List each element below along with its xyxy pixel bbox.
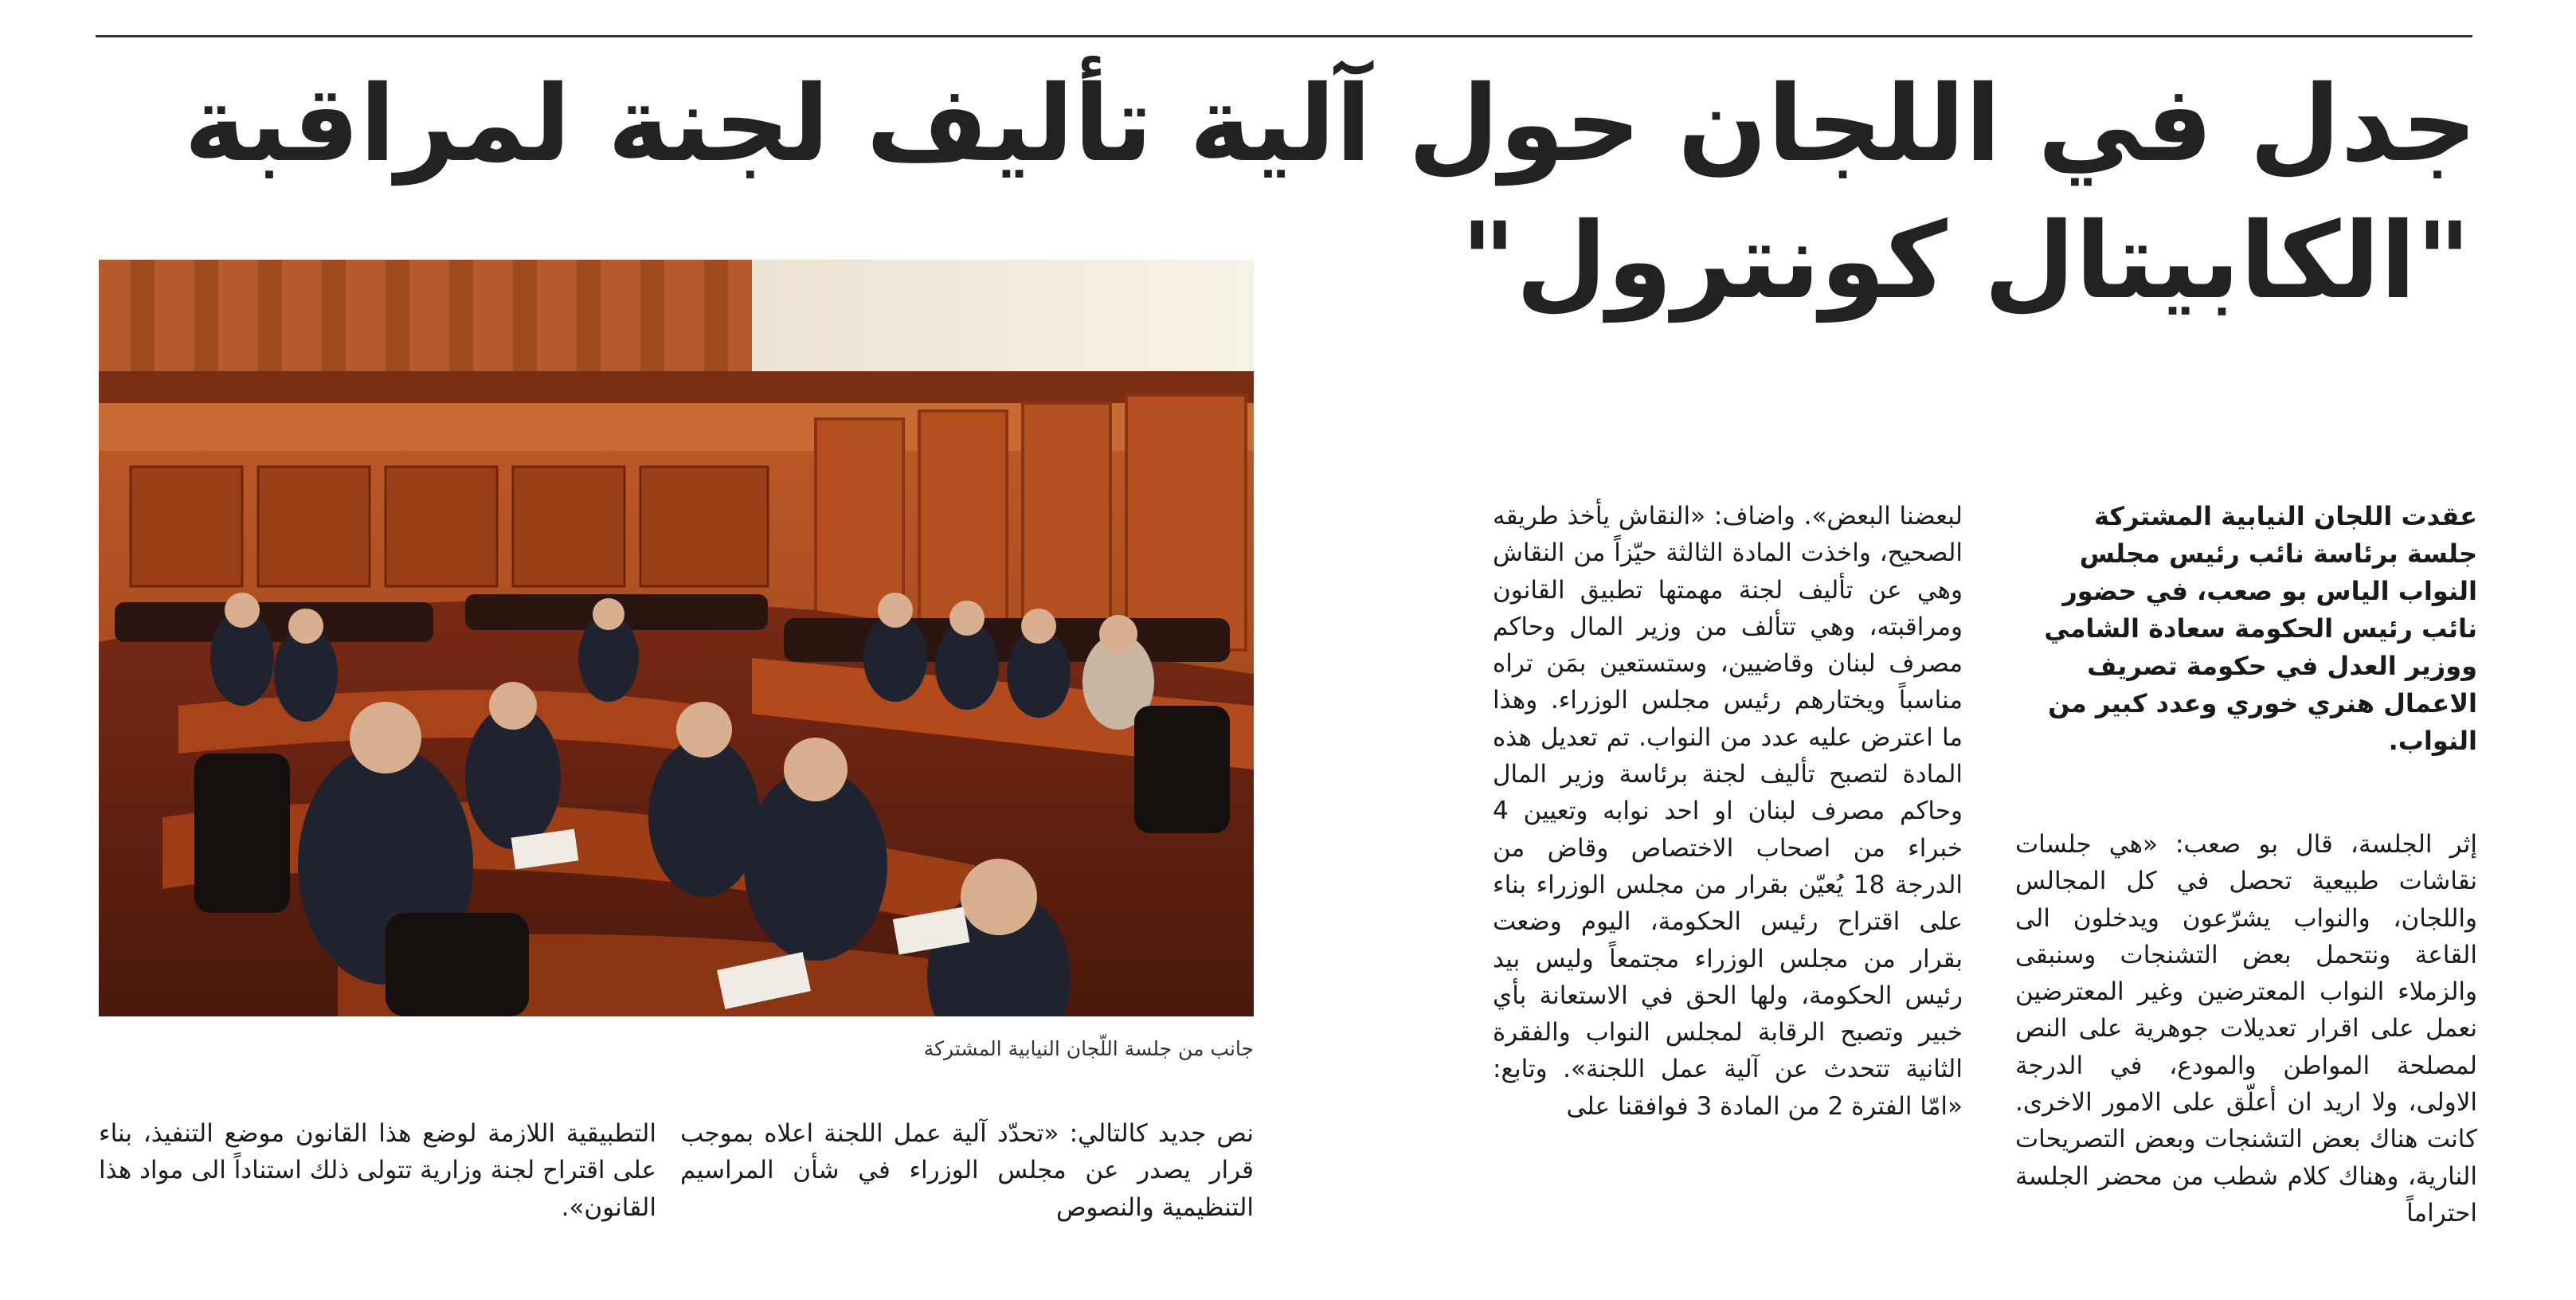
headline-line-2: "الكابيتال كونترول" xyxy=(1461,200,2471,323)
article-paragraph: لبعضنا البعض». واضاف: «النقاش يأخذ طريقه الصحيح، واخذت المادة الثالثة حيّزاً من النقاش وهي عن تأليف لجنة مهمتها تطبيق القانون ومراقبته، وهي تتألف من وزير المال وحاكم مصرف لبنان وقاضيين، وستستعين بمَن تراه مناسباً ويختارهم رئيس مجلس الوزراء. وهذا ما اعترض عليه عدد من النواب. تم تعديل هذه المادة لتصبح تأليف لجنة برئاسة وزير المال وحاكم مصرف لبنان او احد نوابه وتعيين 4 خبراء من اصحاب الاختصاص وقاض من الدرجة 18 يُعيّن بقرار من مجلس الوزراء بناء على اقتراح رئيس الحكومة، اليوم وضعت بقرار من مجلس الوزراء مجتمعاً وليس بيد رئيس الحكومة، ولها الحق في الاستعانة بأي خبير وتصبح الرقابة لمجلس النواب والفقرة الثانية تتحدث عن آلية عمل اللجنة». وتابع: «امّا الفترة 2 من المادة 3 فوافقنا على xyxy=(1493,502,1963,1121)
article-paragraph: نص جديد كالتالي: «تحدّد آلية عمل اللجنة اعلاه بموجب قرار يصدر عن مجلس الوزراء في شأن المراسيم التنظيمية والنصوص xyxy=(680,1119,1254,1222)
top-rule xyxy=(96,35,2472,37)
article-column-1-body xyxy=(2015,826,2477,1231)
article-paragraph: إثر الجلسة، قال بو صعب: «هي جلسات نقاشات طبيعية تحصل في كل المجالس واللجان، والنواب يشرّعون ويدخلون الى القاعة ونتحمل بعض التشنجات وسنبقى والزملاء النواب المعترضين وغير المعترضين نعمل على اقرار تعديلات جوهرية على النص لمصلحة المواطن والمودع، في الدرجة الاولى، ولا اريد ان أعلّق على الامور الاخرى. كانت هناك بعض التشنجات وبعض التصريحات النارية، وهناك كلام شطب من محضر الجلسة احتراماً xyxy=(2015,830,2477,1228)
article-paragraph: التطبيقية اللازمة لوضع هذا القانون موضع التنفيذ، بناء على اقتراح لجنة وزارية تتولى ذلك استناداً الى مواد هذا القانون». xyxy=(99,1119,656,1222)
article-column-3 xyxy=(680,1115,1254,1226)
parliament-session-photo xyxy=(99,260,1254,1016)
article-column-4 xyxy=(99,1115,656,1226)
headline-line-1: جدل في اللجان حول آلية تأليف لجنة لمراقبة xyxy=(184,63,2477,186)
photo-illustration xyxy=(99,260,1254,1016)
photo-caption: جانب من جلسة اللّجان النيابية المشتركة xyxy=(923,1037,1254,1060)
article-lead: عقدت اللجان النيابية المشتركة جلسة برئاسة نائب رئيس مجلس النواب الياس بو صعب، في حضور نائب رئيس الحكومة سعادة الشامي ووزير العدل في حكومة تصريف الاعمال هنري خوري وعدد كبير من النواب. xyxy=(2044,501,2477,756)
article-column-2 xyxy=(1493,498,1963,1125)
article-column-1 xyxy=(2015,498,2477,760)
